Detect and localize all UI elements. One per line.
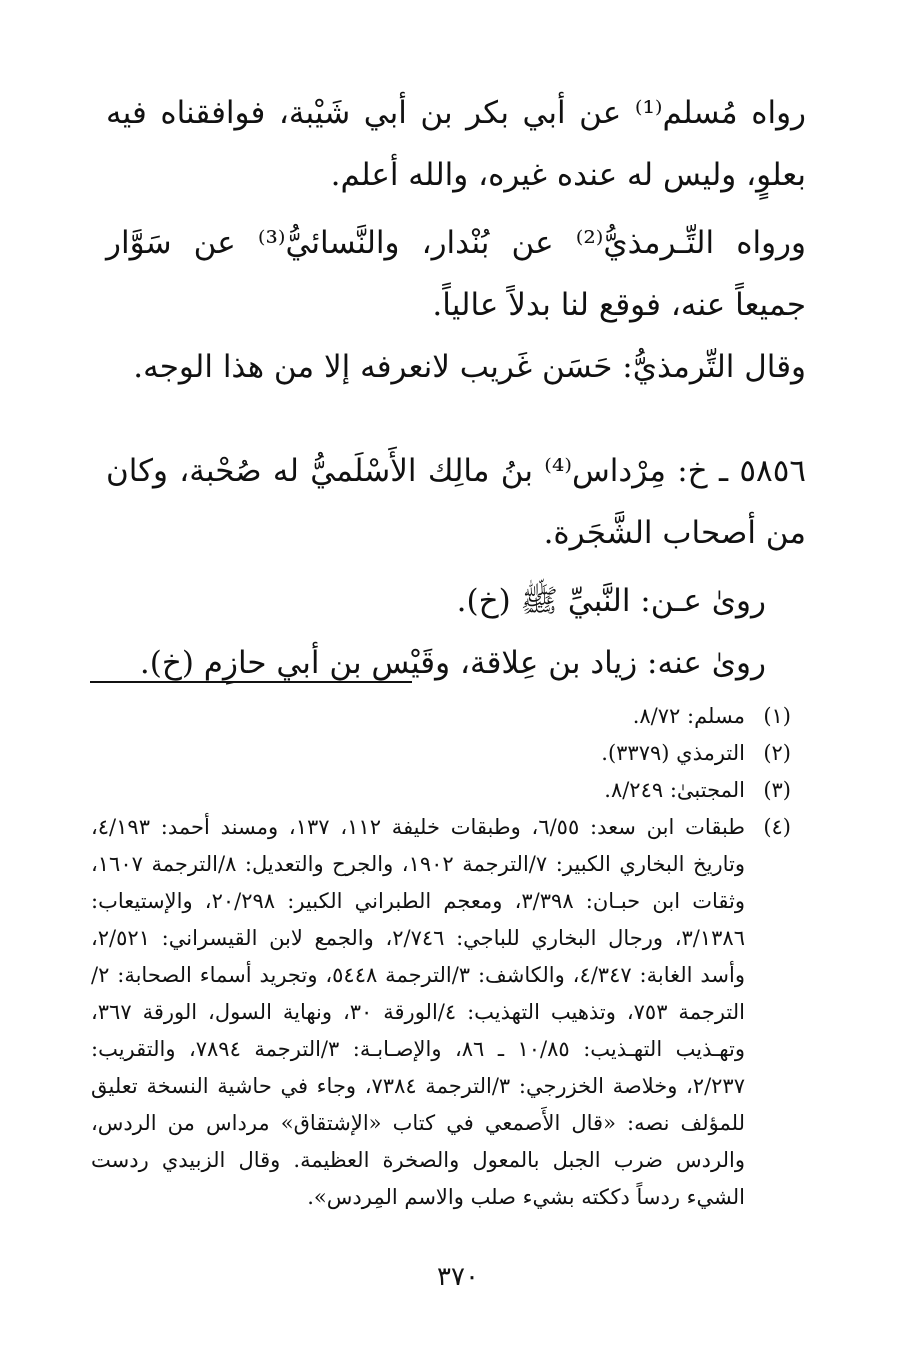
footnote-text: الترمذي (٣٣٧٩). bbox=[601, 741, 745, 765]
footnote-item bbox=[91, 809, 791, 1216]
narrated-by-line: روىٰ عنه: زياد بن عِلاقة، وقَيْس بن أبي حازِم (خ). bbox=[139, 645, 766, 681]
biography-entry-heading: ٥٨٥٦ ـ خ: مِرْداس⁽⁴⁾ بنُ مالِك الأَسْلَميُّ له صُحْبة، وكان من أصحاب الشَّجَرة. bbox=[106, 453, 806, 551]
footnotes-section bbox=[91, 698, 791, 1216]
footnote-text: المجتبىٰ: ٨/٢٤٩. bbox=[604, 778, 745, 802]
footnote-number: (١) bbox=[763, 704, 791, 728]
paragraph-tirmidhi-grading: وقال التِّرمذيُّ: حَسَن غَريب لانعرفه إلا من هذا الوجه. bbox=[133, 349, 806, 385]
main-text bbox=[106, 82, 806, 694]
paragraph-tirmidhi-narration: ورواه التِّـرمذيُّ⁽²⁾ عن بُنْدار، والنَّسائيُّ⁽³⁾ عن سَوَّار جميعاً عنه، فوقع لنا بدلاً عالياً. bbox=[106, 225, 806, 323]
footnote-item bbox=[91, 698, 791, 735]
footnote-text: مسلم: ٨/٧٢. bbox=[632, 704, 745, 728]
footnote-separator bbox=[90, 681, 412, 683]
footnote-number: (٣) bbox=[763, 778, 791, 802]
footnote-item bbox=[91, 772, 791, 809]
footnote-item bbox=[91, 735, 791, 772]
footnote-text: طبقات ابن سعد: ٦/٥٥، وطبقات خليفة ١١٢، ١٣٧، ومسند أحمد: ٤/١٩٣، وتاريخ البخاري الكبير: ٧/الترجمة ١٩٠٢، والجرح والتعديل: ٨/الترجمة ١٦٠٧، وثقات ابن حبـان: ٣/٣٩٨، ومعجم الطبراني الكبير: ٢٠/٢٩٨، والإستيعاب: ٣/١٣٨٦، ورجال البخاري للباجي: ٢/٧٤٦، والجمع لابن القيسراني: ٢/٥٢١، وأسد الغابة: ٤/٣٤٧، والكاشف: ٣/الترجمة ٥٤٤٨، وتجريد أسماء الصحابة: ٢/الترجمة ٧٥٣، وتذهيب التهذيب: ٤/الورقة ٣٠، ونهاية السول، الورقة ٣٦٧، وتهـذيب التهـذيب: ١٠/٨٥ ـ ٨٦، والإصـابـة: ٣/الترجمة ٧٨٩٤، والتقريب: ٢/٢٣٧، وخلاصة الخزرجي: ٣/الترجمة ٧٣٨٤، وجاء في حاشية النسخة تعليق للمؤلف نصه: «قال الأَصمعي في كتاب «الإشتقاق» مرداس من الردس، والردس ضرب الجبل بالمعول والصخرة العظيمة. وقال الزبيدي ردست الشيء ردساً دككته بشيء صلب والاسم المِردس». bbox=[91, 815, 745, 1209]
page-number: ٣٧٠ bbox=[437, 1262, 479, 1292]
footnote-number: (٤) bbox=[763, 815, 791, 839]
narrated-from-line: روىٰ عـن: النَّبيِّ ﷺ (خ). bbox=[456, 583, 766, 619]
footnote-number: (٢) bbox=[763, 741, 791, 765]
paragraph-muslim-narration: رواه مُسلم⁽¹⁾ عن أبي بكر بن أبي شَيْبة، فوافقناه فيه بعلوٍ، وليس له عنده غيره، والله أعلم. bbox=[106, 95, 807, 193]
